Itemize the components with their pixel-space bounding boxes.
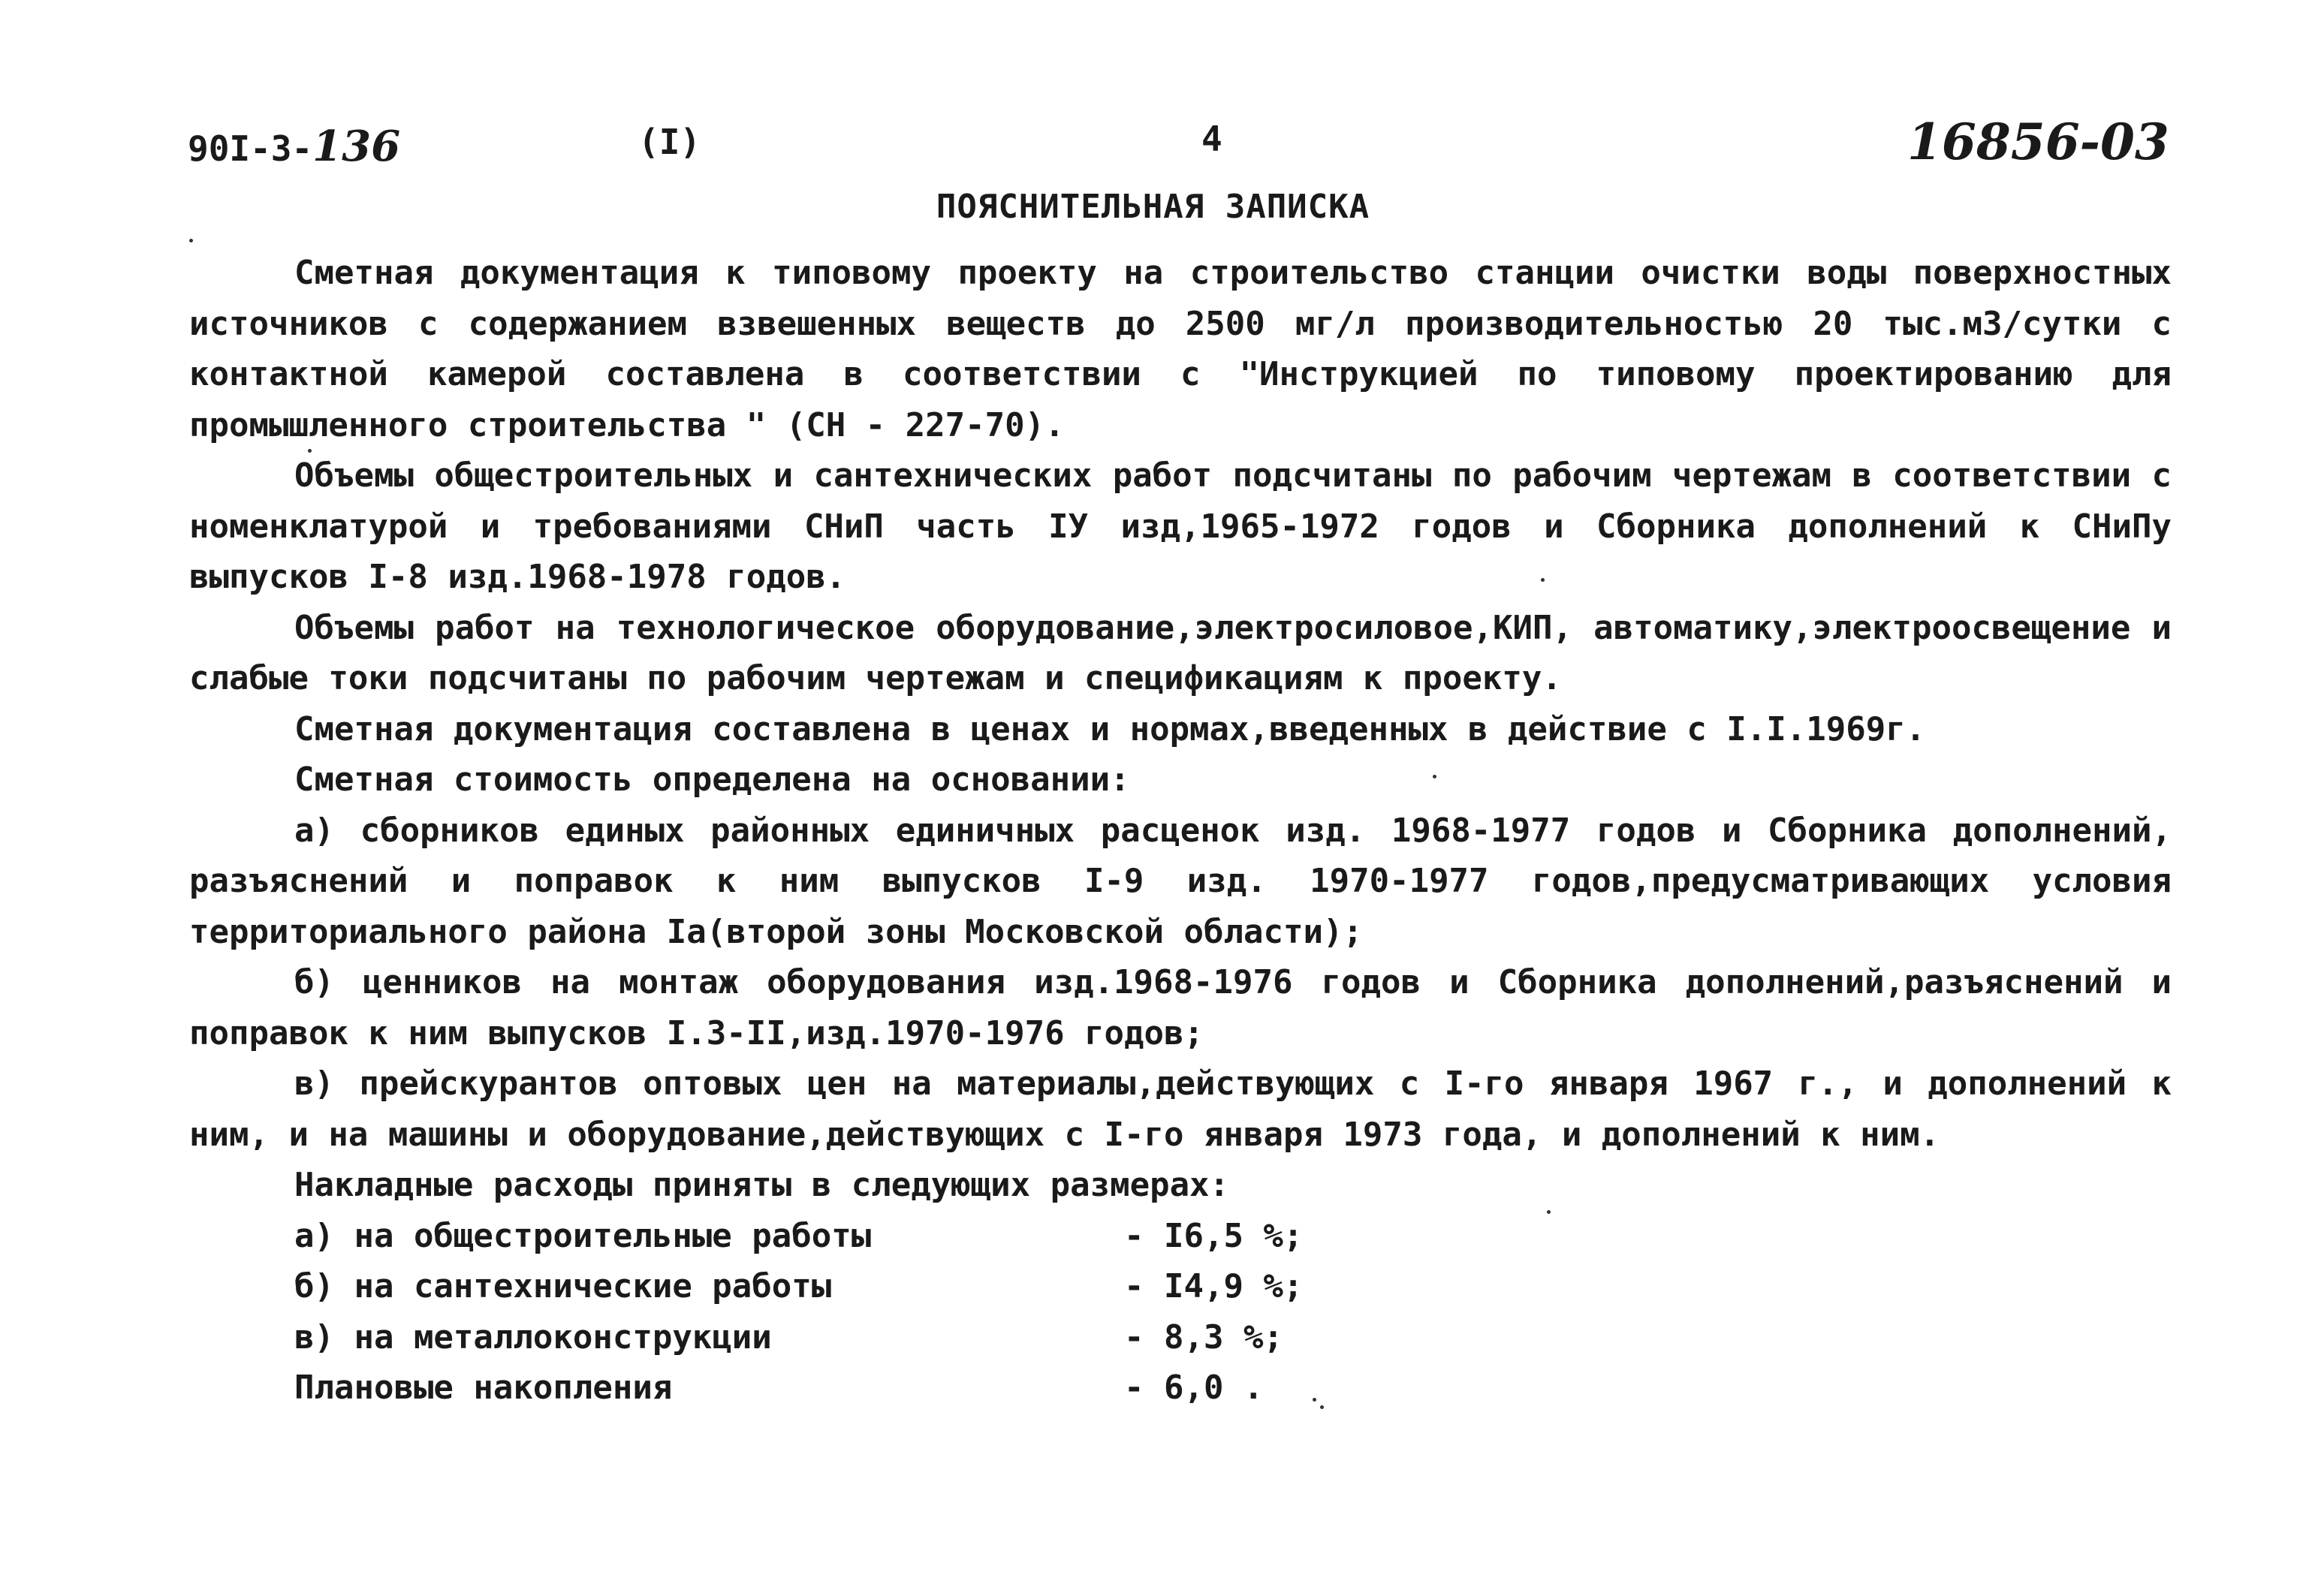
inventory-number-handwritten: 16856-03 xyxy=(1907,113,2169,171)
document-code-handwritten: 136 xyxy=(312,122,401,171)
overhead-rates-list xyxy=(189,1211,2172,1414)
rate-label: в) на металлоконструкции xyxy=(294,1317,772,1357)
paragraph: Сметная документация составлена в ценах и нормах,введенных в действие с I.I.1969г. xyxy=(294,709,1926,748)
paragraph: Сметная стоимость определена на основании: xyxy=(294,760,1130,799)
rate-row xyxy=(189,1312,2172,1363)
volume-label: (I) xyxy=(638,122,701,162)
paragraph: а) сборников единых районных единичных расценок изд. 1968-1977 годов и Сборника дополнений, разъяснений и поправок к ним выпусков I-9 изд. 1970-1977 годов,предусматривающих условия территориального района Iа(второй зоны Московской области); xyxy=(189,811,2172,951)
scan-speck xyxy=(1547,1210,1551,1214)
rate-row xyxy=(189,1211,2172,1262)
rate-value: - 6,0 . xyxy=(1124,1369,1264,1407)
rate-value: - 8,3 %; xyxy=(1124,1317,1283,1357)
rate-row xyxy=(189,1363,2172,1414)
scan-speck xyxy=(189,239,193,242)
document-code xyxy=(188,122,400,171)
rate-value: - I6,5 %; xyxy=(1124,1216,1304,1255)
scan-speck xyxy=(1541,578,1545,582)
rate-label: а) на общестроительные работы xyxy=(294,1216,872,1255)
scan-speck xyxy=(1313,1398,1316,1402)
paragraph: в) прейскурантов оптовых цен на материалы,действующих с I-го января 1967 г., и дополнений к ним, и на машины и оборудование,действующих с I-го января 1973 года, и дополнений к ним. xyxy=(189,1065,2172,1154)
paragraph: б) ценников на монтаж оборудования изд.1968-1976 годов и Сборника дополнений,разъяснений и поправок к ним выпусков I.3-II,изд.1970-1976 годов; xyxy=(189,963,2172,1052)
rate-row xyxy=(189,1261,2172,1312)
document-code-printed: 90I-3- xyxy=(188,128,313,169)
scan-speck xyxy=(1433,775,1436,778)
page-number: 4 xyxy=(1201,119,1222,159)
rate-label: Плановые накопления xyxy=(294,1369,673,1407)
paragraph: Накладные расходы приняты в следующих размерах: xyxy=(294,1166,1230,1204)
scan-speck xyxy=(1320,1405,1324,1409)
scan-speck xyxy=(308,449,312,453)
paragraph: Объемы общестроительных и сантехнических работ подсчитаны по рабочим чертежам в соответствии с номенклатурой и требованиями СНиП часть IУ изд,1965-1972 годов и Сборника дополнений к СНиПу выпусков I-8 изд.1968-1978 годов. xyxy=(189,456,2172,596)
page-header xyxy=(0,113,2306,173)
rate-label: б) на сантехнические работы xyxy=(294,1267,832,1305)
rate-value: - I4,9 %; xyxy=(1124,1267,1304,1305)
document-body xyxy=(189,248,2172,1414)
paragraph: Сметная документация к типовому проекту на строительство станции очистки воды поверхностных источников с содержанием взвешенных веществ до 2500 мг/л производительностью 20 тыс.м3/сутки с контактной камерой составлена в соответствии с "Инструкцией по типовому проектированию для промышленного строительства " (СН - 227-70). xyxy=(189,254,2172,444)
paragraph: Объемы работ на технологическое оборудование,электросиловое,КИП, автоматику,электроосвещение и слабые токи подсчитаны по рабочим чертежам и спецификациям к проекту. xyxy=(189,608,2172,697)
document-title: ПОЯСНИТЕЛЬНАЯ ЗАПИСКА xyxy=(936,188,1370,226)
